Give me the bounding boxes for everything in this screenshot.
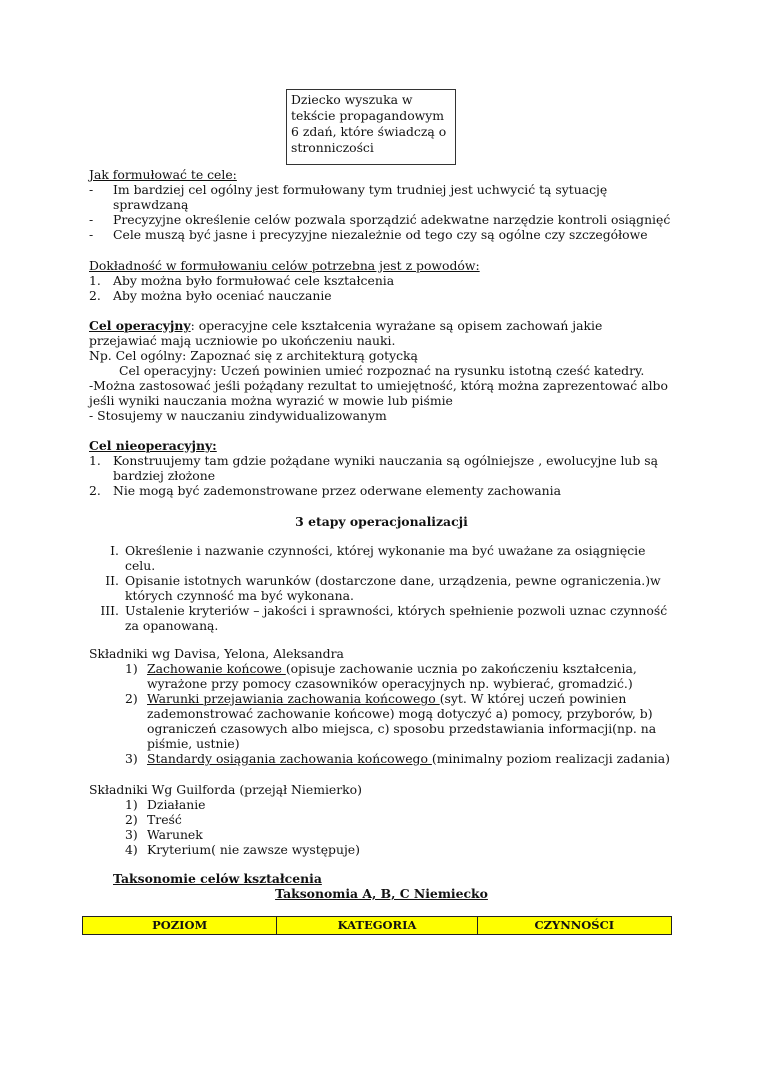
- list-item: 2) Treść: [125, 812, 182, 827]
- section-heading: Cel nieoperacyjny:: [89, 438, 217, 453]
- section-heading-taxonomies: Taksonomie celów kształcenia: [113, 871, 322, 886]
- example-operational: Cel operacyjny: Uczeń powinien umieć rozpoznać na rysunku istotną cześć katedry.: [119, 363, 645, 378]
- list-item: - Im bardziej cel ogólny jest formułowany tym trudniej jest uchwycić tą sytuację sprawdzaną: [89, 182, 608, 212]
- section-precision-reasons: [89, 258, 674, 303]
- list-item: 3) Warunek: [125, 827, 203, 842]
- taxonomy-subheading: Taksonomia A, B, C Niemiecko: [275, 886, 488, 901]
- header-poziom: POZIOM: [83, 917, 277, 935]
- list-item: 1. Aby można było formułować cele kształcenia: [89, 273, 395, 288]
- operational-goal-definition: Cel operacyjny: operacyjne cele kształcenia wyrażane są opisem zachowań jakie przejawiać mają uczniowie po ukończeniu nauki.: [89, 318, 603, 348]
- list-item: 4) Kryterium( nie zawsze występuje): [125, 842, 360, 857]
- section-how-to-formulate: [89, 167, 674, 242]
- list-item: 1) Zachowanie końcowe (opisuje zachowanie ucznia po zakończeniu kształcenia, wyrażone przy pomocy czasowników operacyjnych np. wybierać, gromadzić.): [125, 661, 637, 691]
- list-item: 2) Warunki przejawiania zachowania końcowego (syt. W której uczeń powinien zademonstrować zachowanie końcowe) mogą dotyczyć a) pomocy, przyborów, b) ograniczeń czasowych albo miejsca, c) sposobu przedstawiania informacji(np. na piśmie, ustnie): [125, 691, 657, 751]
- section-heading: Dokładność w formułowaniu celów potrzebna jest z powodów:: [89, 258, 480, 273]
- list-item: - Precyzyjne określenie celów pozwala sporządzić adekwatne narzędzie kontroli osiągnięć: [89, 212, 671, 227]
- list-item: 1) Działanie: [125, 797, 206, 812]
- header-kategoria: KATEGORIA: [277, 917, 477, 935]
- list-item: 2. Nie mogą być zademonstrowane przez oderwane elementy zachowania: [89, 483, 561, 498]
- example-general: Np. Cel ogólny: Zapoznać się z architekturą gotycką: [89, 348, 418, 363]
- section-davis-components: [89, 646, 674, 766]
- section-operational-goal: [89, 318, 674, 423]
- section-stages: [89, 543, 674, 633]
- header-czynnosci: CZYNNOŚCI: [477, 917, 671, 935]
- taxonomy-table: [82, 916, 672, 935]
- example-text-box: Dziecko wyszuka w tekście propagandowym 6 zdań, które świadczą o stronniczości: [286, 89, 456, 165]
- table-header-row: [83, 917, 672, 935]
- note: -Można zastosować jeśli pożądany rezultat to umiejętność, którą można zaprezentować albo jeśli wyniki nauczania można wyrazić w mowie lub piśmie: [89, 378, 668, 408]
- list-item: 2. Aby można było oceniać nauczanie: [89, 288, 332, 303]
- list-item: - Cele muszą być jasne i precyzyjne niezależnie od tego czy są ogólne czy szczegółowe: [89, 227, 648, 242]
- note: - Stosujemy w nauczaniu zindywidualizowanym: [89, 408, 387, 423]
- section-non-operational-goal: [89, 438, 674, 498]
- section-heading: Składniki wg Davisa, Yelona, Aleksandra: [89, 646, 344, 661]
- section-heading: Składniki Wg Guilforda (przejął Niemierko): [89, 782, 362, 797]
- list-item: 1. Konstruujemy tam gdzie pożądane wyniki nauczania są ogólniejsze , ewolucyjne lub są bardziej złożone: [89, 453, 659, 483]
- section-guilford-components: [89, 782, 674, 857]
- list-item: I. Określenie i nazwanie czynności, której wykonanie ma być uważane za osiągnięcie celu.: [110, 543, 646, 573]
- list-item: 3) Standardy osiągania zachowania końcowego (minimalny poziom realizacji zadania): [125, 751, 670, 766]
- section-heading: Jak formułować te cele:: [89, 167, 237, 182]
- list-item: III. Ustalenie kryteriów – jakości i sprawności, których spełnienie pozwoli uznac czynność za opanowaną.: [100, 603, 668, 633]
- list-item: II. Opisanie istotnych warunków (dostarczone dane, urządzenia, pewne ograniczenia.)w których czynność ma być wykonana.: [105, 573, 661, 603]
- section-heading-stages: 3 etapy operacjonalizacji: [295, 514, 468, 529]
